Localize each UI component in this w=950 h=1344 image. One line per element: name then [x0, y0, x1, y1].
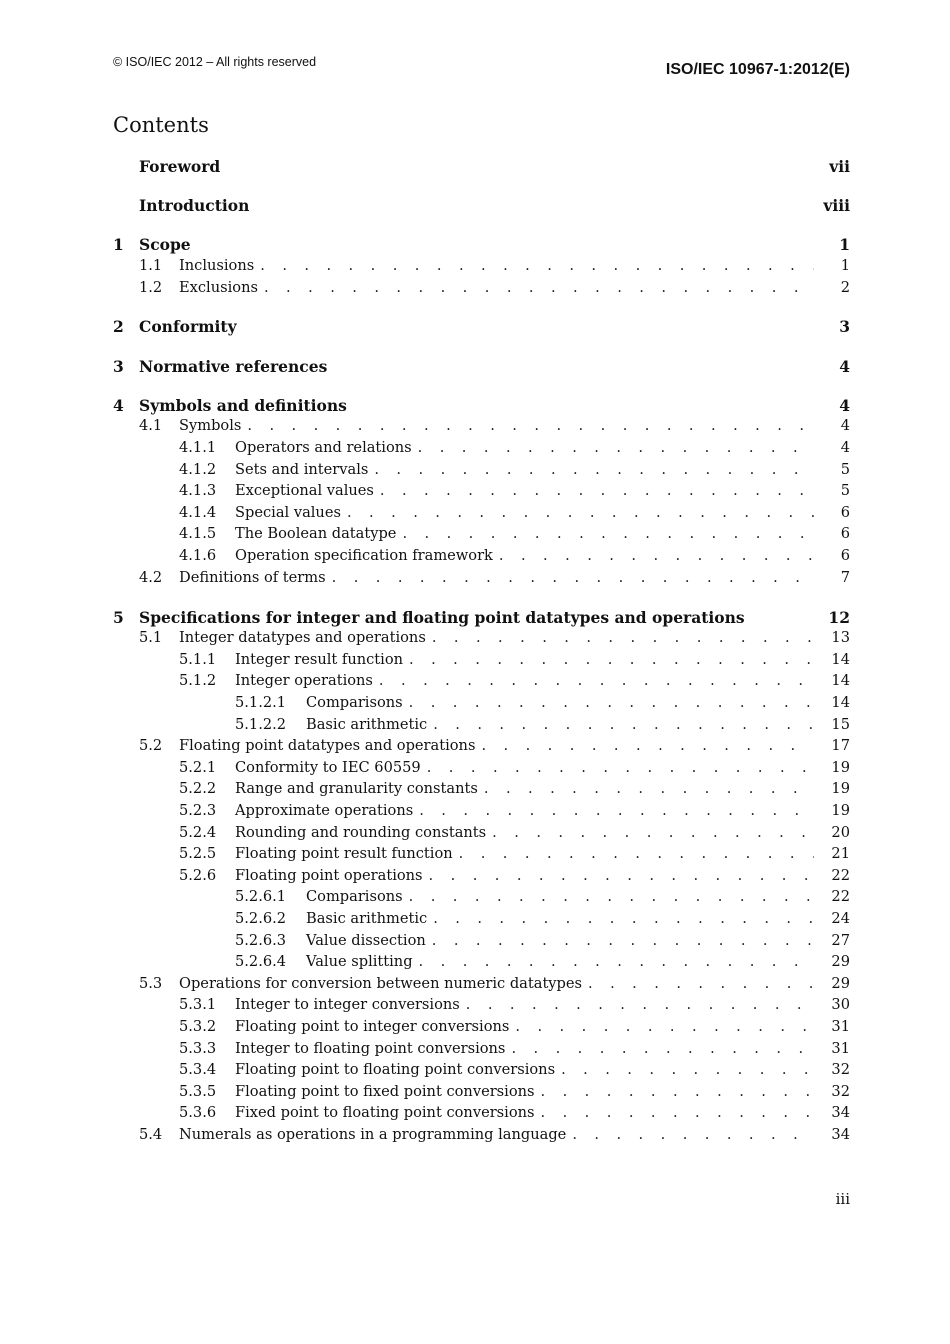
dot-leader — [374, 461, 814, 478]
toc-section-entry[interactable] — [113, 867, 850, 889]
dot-leader — [247, 417, 814, 434]
toc-entry-page: 32 — [831, 1082, 850, 1100]
toc-entry-page: 14 — [831, 672, 850, 690]
toc-entry-title: Integer to integer conversions — [235, 996, 460, 1014]
toc-entry-number: 5.3.4 — [179, 1061, 217, 1079]
toc-entry-number: 5.3.3 — [179, 1039, 217, 1057]
dot-leader — [588, 975, 814, 992]
toc-entry-page: 4 — [839, 356, 850, 376]
dot-leader — [515, 1018, 814, 1035]
toc-entry-number: 5 — [113, 607, 124, 627]
toc-entry-title: Integer result function — [235, 650, 404, 668]
toc-section-entry[interactable] — [113, 1061, 850, 1083]
toc-chapter-entry[interactable] — [113, 157, 850, 179]
toc-entry-number: 5.3.1 — [179, 996, 217, 1014]
toc-entry-page: 4 — [840, 439, 850, 457]
toc-entry-page: 19 — [831, 758, 850, 776]
toc-entry-title: Floating point operations — [235, 866, 423, 884]
toc-entry-page: 6 — [840, 547, 850, 565]
toc-entry-number: 5.3.2 — [179, 1017, 217, 1035]
toc-entry-page: 3 — [839, 317, 850, 337]
toc-entry-title: Operations for conversion between numeric datatypes — [179, 974, 583, 992]
toc-entry-page: 5 — [840, 460, 850, 478]
toc-section-entry[interactable] — [113, 525, 850, 547]
table-of-contents — [113, 157, 850, 1148]
toc-entry-title: Sets and intervals — [235, 460, 369, 478]
toc-entry-title: Special values — [235, 503, 341, 521]
page-title: Contents — [113, 113, 209, 137]
dot-leader — [409, 888, 814, 905]
toc-chapter-entry[interactable] — [113, 196, 850, 218]
dot-leader — [572, 1126, 814, 1143]
toc-entry-number: 5.2.4 — [179, 823, 217, 841]
toc-section-entry[interactable] — [113, 1040, 850, 1062]
dot-leader — [481, 737, 814, 754]
toc-entry-title: Symbols — [179, 417, 242, 435]
toc-entry-page: 29 — [831, 974, 850, 992]
toc-entry-title: Symbols and definitions — [139, 395, 347, 415]
toc-entry-number: 5.1 — [139, 629, 163, 647]
toc-entry-title: Fixed point to floating point conversions — [235, 1104, 535, 1122]
toc-section-entry[interactable] — [113, 694, 850, 716]
toc-entry-page: 17 — [831, 737, 850, 755]
toc-entry-title: Exclusions — [179, 278, 258, 296]
toc-entry-number: 1 — [113, 235, 124, 255]
toc-entry-page: 30 — [831, 996, 850, 1014]
toc-entry-page: 12 — [828, 607, 850, 627]
toc-entry-page: 4 — [839, 395, 850, 415]
toc-entry-page: 19 — [831, 802, 850, 820]
standard-identifier: ISO/IEC 10967-1:2012(E) — [665, 61, 850, 78]
toc-entry-title: Floating point to fixed point conversions — [235, 1082, 535, 1100]
toc-entry-page: 31 — [831, 1017, 850, 1035]
dot-leader — [427, 759, 814, 776]
toc-entry-title: Specifications for integer and floating point datatypes and operations — [139, 607, 745, 627]
toc-entry-page: 1 — [839, 235, 850, 255]
dot-leader — [409, 651, 814, 668]
toc-section-entry[interactable] — [113, 1126, 850, 1148]
toc-section-entry[interactable] — [113, 780, 850, 802]
toc-entry-number: 4 — [113, 395, 124, 415]
toc-entry-number: 5.2.6.1 — [235, 888, 287, 906]
toc-entry-number: 5.1.2.1 — [235, 694, 287, 712]
toc-entry-number: 4.1.4 — [179, 503, 217, 521]
toc-entry-title: Integer datatypes and operations — [179, 629, 426, 647]
toc-entry-number: 5.2.5 — [179, 845, 217, 863]
toc-section-entry[interactable] — [113, 482, 850, 504]
toc-chapter-entry[interactable] — [113, 396, 850, 418]
toc-entry-title: Integer operations — [235, 672, 373, 690]
toc-entry-number: 4.1.6 — [179, 547, 217, 565]
toc-entry-number: 1.2 — [139, 278, 163, 296]
toc-entry-number: 5.2.3 — [179, 802, 217, 820]
toc-entry-title: Basic arithmetic — [306, 910, 428, 928]
toc-section-entry[interactable] — [113, 504, 850, 526]
toc-entry-page: 31 — [831, 1039, 850, 1057]
toc-entry-page: 24 — [831, 910, 850, 928]
toc-entry-page: 32 — [831, 1061, 850, 1079]
dot-leader — [332, 569, 814, 586]
toc-entry-number: 5.2.6.3 — [235, 931, 287, 949]
dot-leader — [466, 996, 814, 1013]
toc-entry-number: 5.2.6.2 — [235, 910, 287, 928]
dot-leader — [432, 932, 814, 949]
page-number: iii — [835, 1190, 850, 1208]
toc-entry-title: Inclusions — [179, 256, 255, 274]
toc-section-entry[interactable] — [113, 1083, 850, 1105]
toc-entry-page: 21 — [831, 845, 850, 863]
toc-entry-title: Integer to floating point conversions — [235, 1039, 506, 1057]
dot-leader — [264, 279, 814, 296]
toc-entry-page: 29 — [831, 953, 850, 971]
toc-section-entry[interactable] — [113, 1018, 850, 1040]
toc-entry-number: 5.3.6 — [179, 1104, 217, 1122]
toc-entry-page: 20 — [831, 823, 850, 841]
toc-section-entry[interactable] — [113, 279, 850, 301]
dot-leader — [419, 802, 814, 819]
toc-entry-page: 22 — [831, 888, 850, 906]
toc-chapter-entry[interactable] — [113, 317, 850, 339]
toc-entry-page: viii — [823, 196, 850, 216]
toc-section-entry[interactable] — [113, 417, 850, 439]
dot-leader — [484, 780, 814, 797]
toc-entry-number: 4.1.2 — [179, 460, 217, 478]
toc-entry-page: 4 — [840, 417, 850, 435]
toc-entry-number: 5.3.5 — [179, 1082, 217, 1100]
toc-entry-title: Comparisons — [306, 694, 403, 712]
toc-entry-page: 13 — [831, 629, 850, 647]
toc-section-entry[interactable] — [113, 759, 850, 781]
dot-leader — [511, 1040, 814, 1057]
toc-entry-number: 3 — [113, 356, 124, 376]
toc-entry-number: 4.1 — [139, 417, 163, 435]
toc-section-entry[interactable] — [113, 461, 850, 483]
toc-entry-number: 5.1.2 — [179, 672, 217, 690]
toc-entry-page: 15 — [831, 715, 850, 733]
toc-section-entry[interactable] — [113, 932, 850, 954]
toc-entry-page: 6 — [840, 525, 850, 543]
toc-entry-number: 5.2 — [139, 737, 163, 755]
toc-entry-title: Operators and relations — [235, 439, 412, 457]
toc-section-entry[interactable] — [113, 1104, 850, 1126]
dot-leader — [347, 504, 814, 521]
toc-entry-number: 1.1 — [139, 256, 163, 274]
toc-entry-page: 2 — [840, 278, 850, 296]
toc-entry-title: Definitions of terms — [179, 568, 326, 586]
toc-entry-page: 6 — [840, 503, 850, 521]
toc-entry-title: Conformity to IEC 60559 — [235, 758, 421, 776]
toc-section-entry[interactable] — [113, 651, 850, 673]
toc-entry-title: Introduction — [139, 196, 250, 216]
toc-entry-title: Floating point datatypes and operations — [179, 737, 476, 755]
dot-leader — [419, 953, 814, 970]
dot-leader — [499, 547, 814, 564]
dot-leader — [260, 257, 814, 274]
toc-entry-page: 27 — [831, 931, 850, 949]
dot-leader — [380, 482, 814, 499]
toc-chapter-entry[interactable] — [113, 608, 850, 630]
dot-leader — [561, 1061, 814, 1078]
dot-leader — [409, 694, 814, 711]
toc-entry-number: 5.2.6 — [179, 866, 217, 884]
toc-chapter-entry[interactable] — [113, 357, 850, 379]
toc-entry-number: 4.2 — [139, 568, 163, 586]
toc-section-entry[interactable] — [113, 975, 850, 997]
toc-entry-page: 34 — [831, 1125, 850, 1143]
toc-section-entry[interactable] — [113, 257, 850, 279]
toc-section-entry[interactable] — [113, 716, 850, 738]
toc-entry-title: The Boolean datatype — [235, 525, 397, 543]
toc-section-entry[interactable] — [113, 439, 850, 461]
toc-section-entry[interactable] — [113, 569, 850, 591]
toc-entry-title: Exceptional values — [235, 482, 374, 500]
dot-leader — [541, 1083, 814, 1100]
toc-entry-number: 4.1.1 — [179, 439, 217, 457]
toc-section-entry[interactable] — [113, 672, 850, 694]
toc-entry-page: vii — [829, 157, 850, 176]
toc-entry-number: 2 — [113, 317, 124, 337]
dot-leader — [459, 845, 814, 862]
toc-entry-title: Numerals as operations in a programming language — [179, 1125, 567, 1143]
dot-leader — [433, 716, 814, 733]
toc-entry-title: Floating point to integer conversions — [235, 1017, 510, 1035]
toc-section-entry[interactable] — [113, 910, 850, 932]
dot-leader — [379, 672, 814, 689]
toc-chapter-entry[interactable] — [113, 235, 850, 257]
toc-entry-title: Operation specification framework — [235, 547, 493, 565]
toc-entry-title: Value dissection — [306, 931, 426, 949]
dot-leader — [541, 1104, 814, 1121]
toc-entry-title: Scope — [139, 235, 191, 255]
toc-entry-number: 5.4 — [139, 1125, 163, 1143]
toc-section-entry[interactable] — [113, 629, 850, 651]
dot-leader — [492, 824, 814, 841]
dot-leader — [429, 867, 814, 884]
toc-section-entry[interactable] — [113, 996, 850, 1018]
toc-entry-number: 5.2.2 — [179, 780, 217, 798]
toc-section-entry[interactable] — [113, 737, 850, 759]
toc-entry-title: Approximate operations — [235, 802, 414, 820]
toc-entry-number: 4.1.3 — [179, 482, 217, 500]
toc-section-entry[interactable] — [113, 888, 850, 910]
dot-leader — [433, 910, 814, 927]
toc-entry-page: 19 — [831, 780, 850, 798]
toc-entry-page: 7 — [840, 568, 850, 586]
toc-entry-number: 5.1.1 — [179, 650, 217, 668]
toc-entry-page: 14 — [831, 650, 850, 668]
toc-entry-title: Rounding and rounding constants — [235, 823, 487, 841]
toc-section-entry[interactable] — [113, 547, 850, 569]
toc-entry-number: 5.1.2.2 — [235, 715, 287, 733]
toc-entry-title: Comparisons — [306, 888, 403, 906]
toc-entry-page: 1 — [840, 256, 850, 274]
toc-entry-page: 5 — [840, 482, 850, 500]
toc-section-entry[interactable] — [113, 953, 850, 975]
toc-section-entry[interactable] — [113, 802, 850, 824]
toc-entry-page: 14 — [831, 694, 850, 712]
toc-entry-title: Basic arithmetic — [306, 715, 428, 733]
toc-entry-title: Foreword — [139, 157, 221, 176]
toc-entry-title: Range and granularity constants — [235, 780, 478, 798]
toc-entry-title: Floating point to floating point conversions — [235, 1061, 556, 1079]
toc-entry-title: Normative references — [139, 356, 328, 376]
toc-section-entry[interactable] — [113, 845, 850, 867]
toc-entry-number: 5.2.1 — [179, 758, 217, 776]
dot-leader — [402, 525, 814, 542]
toc-entry-number: 4.1.5 — [179, 525, 217, 543]
toc-entry-number: 5.2.6.4 — [235, 953, 287, 971]
copyright-notice: © ISO/IEC 2012 – All rights reserved — [113, 55, 317, 69]
toc-section-entry[interactable] — [113, 824, 850, 846]
toc-entry-number: 5.3 — [139, 974, 163, 992]
toc-entry-title: Conformity — [139, 317, 237, 337]
toc-entry-page: 22 — [831, 866, 850, 884]
toc-entry-page: 34 — [831, 1104, 850, 1122]
dot-leader — [432, 629, 814, 646]
dot-leader — [418, 439, 814, 456]
toc-entry-title: Floating point result function — [235, 845, 453, 863]
toc-entry-title: Value splitting — [306, 953, 413, 971]
